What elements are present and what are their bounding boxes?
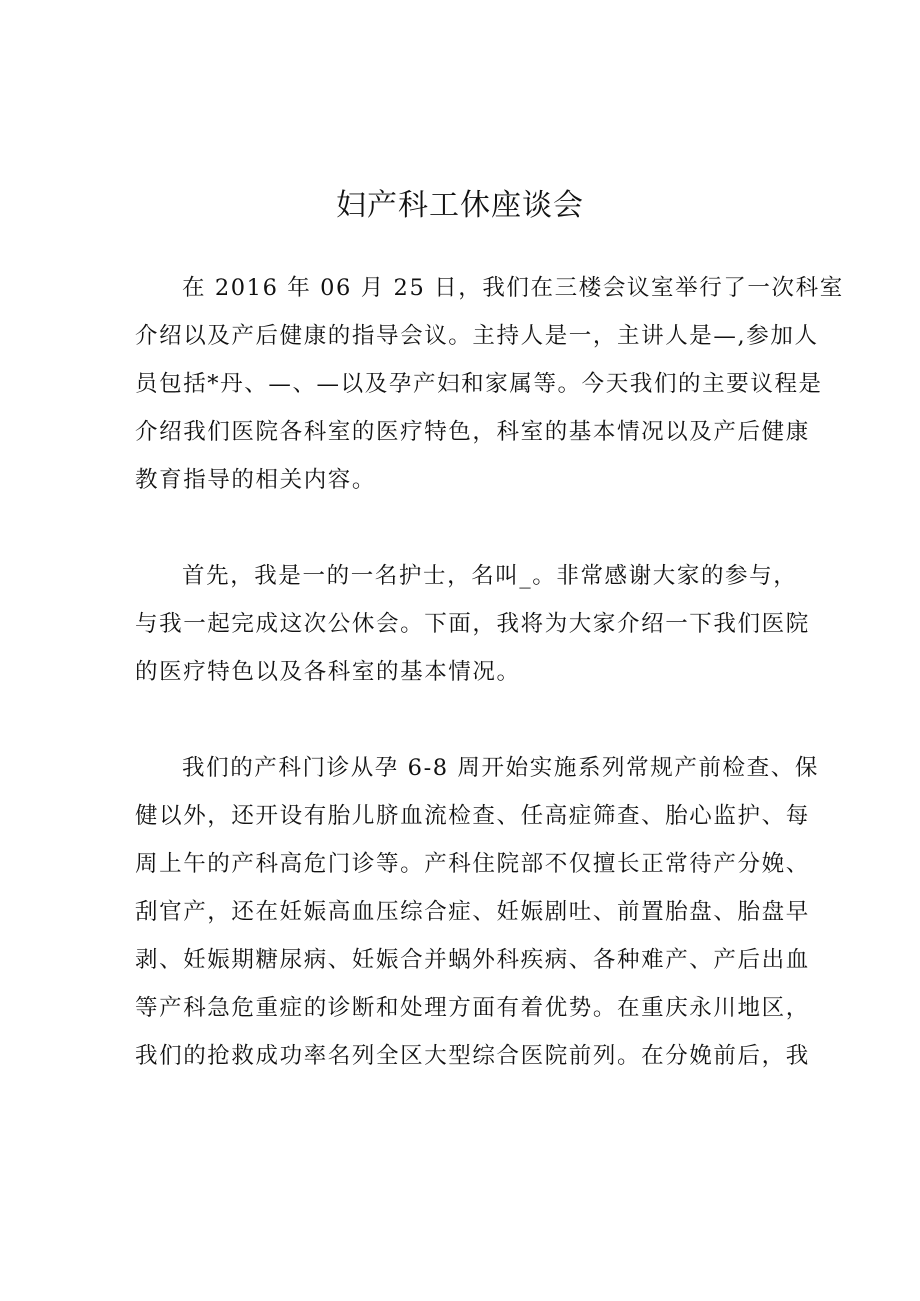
paragraph-line: 健以外，还开设有胎儿脐血流检查、任高症筛查、胎心监护、每: [135, 803, 810, 829]
paragraph-line: 等产科急危重症的诊断和处理方面有着优势。在重庆永川地区，: [135, 995, 810, 1021]
paragraph-line: 介绍我们医院各科室的医疗特色，科室的基本情况以及产后健康: [135, 419, 810, 445]
paragraph-line: 与我一起完成这次公休会。下面，我将为大家介绍一下我们医院: [135, 611, 810, 637]
paragraph-intro: [135, 264, 844, 504]
paragraph-line: 周上午的产科高危门诊等。产科住院部不仅擅长正常待产分娩、: [135, 851, 810, 877]
paragraph-line: 介绍以及产后健康的指导会议。主持人是一，主讲人是—,参加人: [135, 323, 819, 349]
paragraph-line: 剥、妊娠期糖尿病、妊娠合并蜗外科疾病、各种难产、产后出血: [135, 947, 810, 973]
paragraph-line: 的医疗特色以及各科室的基本情况。: [135, 659, 521, 685]
paragraph-welcome: [135, 552, 810, 696]
paragraph-line: 我们的产科门诊从孕 6-8 周开始实施系列常规产前检查、保: [182, 755, 819, 781]
paragraph-line: 我们的抢救成功率名列全区大型综合医院前列。在分娩前后，我: [135, 1043, 810, 1069]
paragraph-line: 员包括*丹、—、—以及孕产妇和家属等。今天我们的主要议程是: [135, 371, 823, 397]
paragraph-line: 首先，我是一的一名护士，名叫_。非常感谢大家的参与，: [182, 563, 798, 589]
paragraph-obstetrics: [135, 744, 819, 1080]
paragraph-line: 教育指导的相关内容。: [135, 467, 377, 493]
paragraph-line: 在 2016 年 06 月 25 日，我们在三楼会议室举行了一次科室: [182, 275, 844, 301]
document-title: 妇产科工休座谈会: [336, 188, 584, 224]
paragraph-line: 刮官产，还在妊娠高血压综合症、妊娠剧吐、前置胎盘、胎盘早: [135, 899, 810, 925]
